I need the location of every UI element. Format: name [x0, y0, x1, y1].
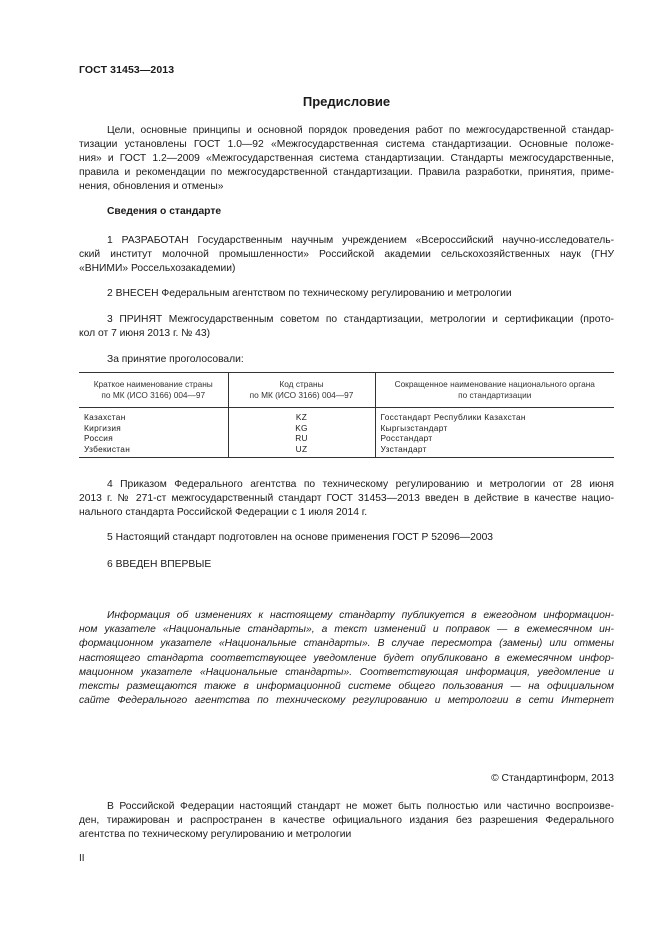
- table-row: [79, 423, 614, 434]
- info-line: мационном указателе «Национальные стандарты». Соответствующая информация, уведомление и: [79, 666, 614, 678]
- item-4-paragraph: [79, 478, 614, 520]
- code-cell: UZ: [228, 444, 375, 458]
- table-header-row: [79, 373, 614, 408]
- info-line: формационном указателе «Национальные стандарты». В случае пересмотра (замены) или отмены: [79, 638, 614, 650]
- body-cell: Узстандарт: [375, 444, 614, 458]
- info-notice: [79, 609, 614, 708]
- section-subheading: Сведения о стандарте: [107, 206, 222, 217]
- copyright-notice: © Стандартинформ, 2013: [491, 773, 614, 784]
- code-cell: KZ: [228, 408, 375, 423]
- country-cell: Казахстан: [84, 412, 126, 422]
- intro-line: Цели, основные принципы и основной порядок проведения работ по межгосударственной стандар-: [107, 125, 614, 136]
- item-1-paragraph: [79, 234, 614, 276]
- info-line: сайте Федерального агентства по техническому регулированию и метрологии в сети Интернет: [79, 695, 614, 707]
- intro-line: ния» и ГОСТ 1.2—2009 «Межгосударственная система стандартизации. Стандарты межгосударственные,: [79, 153, 614, 164]
- info-line: тексты размещаются также в информационной системе общего пользования — на официальном: [79, 681, 614, 693]
- body-cell: Кыргызстандарт: [375, 423, 614, 434]
- reproduction-line: ден, тиражирован и распространен в качестве официального издания без разрешения Федерального: [79, 815, 614, 826]
- reproduction-line: агентства по техническому регулированию и метрологии: [79, 829, 352, 840]
- item-3-paragraph: [79, 313, 614, 341]
- info-line: Информация об изменениях к настоящему стандарту публикуется в ежегодном информацион-: [107, 610, 614, 621]
- item-4-line: 2013 г. № 271-ст межгосударственный стандарт ГОСТ 31453—2013 введен в действие в качестве нацио-: [79, 493, 614, 504]
- info-line: ном указателе «Национальные стандарты», а текст изменений и поправок — в ежемесячном ин-: [79, 624, 614, 636]
- item-4-line: 4 Приказом Федерального агентства по техническому регулированию и метрологии от 28 июня: [107, 479, 614, 490]
- code-cell: KG: [228, 423, 375, 434]
- table-row: [79, 444, 614, 458]
- table-row: [79, 433, 614, 444]
- item-6-paragraph: 6 ВВЕДЕН ВПЕРВЫЕ: [107, 559, 212, 570]
- reproduction-notice: [79, 800, 614, 842]
- item-3-line: 3 ПРИНЯТ Межгосударственным советом по стандартизации, метрологии и сертификации (прото-: [107, 314, 614, 325]
- info-line: настоящего стандарта соответствующее уведомление будет опубликовано в ежемесячном инфор-: [79, 652, 614, 664]
- reproduction-line: В Российской Федерации настоящий стандарт не может быть полностью или частично воспроизве-: [107, 801, 614, 812]
- item-3-line: кол от 7 июня 2013 г. № 43): [79, 328, 211, 339]
- intro-line: правила и рекомендации по межгосударственной стандартизации. Правила разработки, принятия, приме-: [79, 167, 614, 178]
- column-header-country: Краткое наименование страны по МК (ИСО 3166) 004—97: [79, 373, 228, 408]
- country-cell: Россия: [84, 433, 114, 443]
- table-row: [79, 408, 614, 423]
- body-cell: Госстандарт Республики Казахстан: [375, 408, 614, 423]
- item-1-line: ский институт молочной промышленности» Российской академии сельскохозяйственных наук (ГНУ: [79, 249, 614, 260]
- page-title: Предисловие: [302, 94, 391, 109]
- country-cell: Узбекистан: [79, 444, 228, 458]
- intro-line: нения, обновления и отмены»: [79, 181, 224, 192]
- country-cell: Киргизия: [84, 422, 122, 433]
- code-cell: RU: [228, 433, 375, 444]
- item-1-line: «ВНИМИ» Россельхозакадемии): [79, 263, 236, 274]
- column-header-code: Код страны по МК (ИСО 3166) 004—97: [228, 373, 375, 408]
- item-4-line: нального стандарта Российской Федерации с 1 июля 2014 г.: [79, 507, 368, 518]
- column-header-body: Сокращенное наименование национального органа по стандартизации: [375, 373, 614, 408]
- item-5-paragraph: 5 Настоящий стандарт подготовлен на основе применения ГОСТ Р 52096—2003: [107, 532, 494, 543]
- vote-caption: За принятие проголосовали:: [107, 354, 244, 365]
- intro-paragraph: [79, 124, 614, 194]
- intro-line: тизации установлены ГОСТ 1.0—92 «Межгосударственная система стандартизации. Основные положе-: [79, 139, 614, 150]
- item-1-line: 1 РАЗРАБОТАН Государственным научным учреждением «Всероссийский научно-исследователь-: [107, 235, 614, 246]
- body-cell: Росстандарт: [375, 433, 614, 444]
- item-2-paragraph: 2 ВНЕСЕН Федеральным агентством по техническому регулированию и метрологии: [107, 288, 512, 299]
- page-number: II: [79, 853, 85, 864]
- document-id: ГОСТ 31453—2013: [79, 64, 175, 76]
- vote-table: [79, 372, 614, 458]
